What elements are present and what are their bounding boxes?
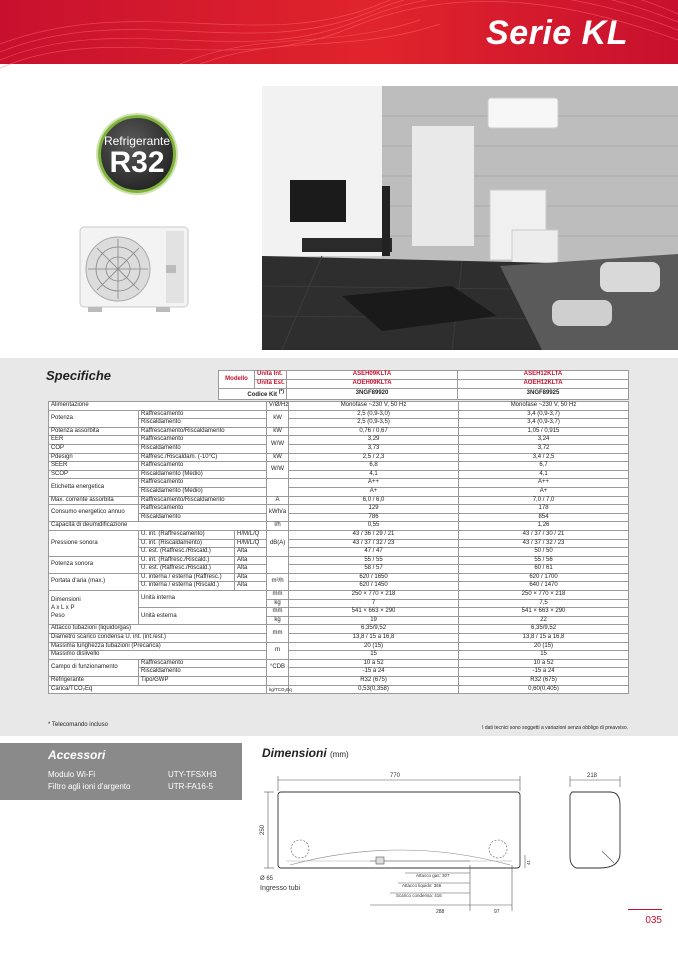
spec-value: 620 / 1700 <box>459 573 629 582</box>
spec-value: 6,35/9,52 <box>459 625 629 634</box>
table-row <box>49 427 629 436</box>
spec-value: 0,53(0,358) <box>289 685 459 694</box>
spec-unit: kW <box>267 427 289 436</box>
specs-table <box>48 401 629 694</box>
table-row <box>49 659 629 668</box>
accessory-code: UTR-FA16-5 <box>168 782 213 791</box>
spec-unit: m³/h <box>267 573 289 590</box>
spec-value: 20 (15) <box>459 642 629 651</box>
spec-value: 6,35/9,52 <box>289 625 459 634</box>
spec-value: 22 <box>459 616 629 625</box>
spec-value: 13,8 / 15 a 16,8 <box>289 634 459 643</box>
dim-label-3: Peso <box>51 612 65 619</box>
dim-ingresso-label: Ingresso tubi <box>260 885 301 892</box>
spec-sublabel: Raffrescamento <box>139 659 267 668</box>
spec-value: Monofase ~230 V, 50 Hz <box>289 402 459 411</box>
spec-unit: dB(A) <box>267 530 289 556</box>
spec-sublabel: U. interna / esterna (Raffresc.) <box>139 573 235 582</box>
badge-value: R32 <box>109 146 165 179</box>
spec-value: 3,4 / 2,5 <box>459 453 629 462</box>
spec-value: 15 <box>459 651 629 660</box>
spec-value: 58 / 57 <box>289 565 459 574</box>
spec-value: 541 × 663 × 290 <box>459 608 629 617</box>
dim-scarico-label: Scarico condensa: 416 <box>396 893 442 898</box>
table-row <box>49 470 629 479</box>
spec-unit-empty <box>267 556 289 573</box>
spec-value: 7,5 <box>459 599 629 608</box>
spec-value: -15 a 24 <box>289 668 459 677</box>
spec-label: Potenza <box>49 410 139 427</box>
spec-value: 7 <box>289 599 459 608</box>
spec-value: 2,5 (0,9-3,5) <box>289 419 459 428</box>
spec-sublabel: Tipo/GWP <box>139 677 267 686</box>
spec-value: 55 / 55 <box>289 556 459 565</box>
spec-value: 6,0 / 6,0 <box>289 496 459 505</box>
spec-unit: W/W <box>267 436 289 453</box>
spec-sublabel: Unità interna <box>139 591 267 608</box>
ext-unit-label: Unità Est. <box>255 379 287 388</box>
spec-value: 620 / 1650 <box>289 573 459 582</box>
spec-value: 43 / 37 / 32 / 23 <box>459 539 629 548</box>
spec-value: 541 × 663 × 290 <box>289 608 459 617</box>
spec-label: Alimentazione <box>49 402 267 411</box>
spec-value: 20 (15) <box>289 642 459 651</box>
dim-width-label: 770 <box>390 773 401 779</box>
spec-label: Pressione sonora <box>49 530 139 556</box>
spec-sublabel: U. int. (Riscaldamento) <box>139 539 235 548</box>
list-item <box>48 770 217 779</box>
spec-label: COP <box>49 444 139 453</box>
spec-unit-empty <box>267 479 289 496</box>
table-row <box>49 436 629 445</box>
spec-value: 129 <box>289 505 459 514</box>
dim-liquido-label: Attacco liquido: 366 <box>402 883 442 888</box>
spec-value: 55 / 56 <box>459 556 629 565</box>
spec-unit: mm <box>267 625 289 642</box>
kit-code-2: 3NGF89925 <box>458 388 629 400</box>
spec-value: 2,5 / 2,3 <box>289 453 459 462</box>
dim-label-2: A x L x P <box>51 604 75 611</box>
dimensions-unit: (mm) <box>330 750 349 759</box>
ext-model-2: AOEH12KLTA <box>458 379 629 388</box>
spec-value: 13,8 / 15 a 16,8 <box>459 634 629 643</box>
spec-label: Refrigerante <box>49 677 139 686</box>
spec-label: Diametro scarico condensa U. int. (int./est.) <box>49 634 267 643</box>
dimensions-title <box>262 746 349 760</box>
int-model-1: ASEH09KLTA <box>287 371 458 380</box>
spec-value: A++ <box>459 479 629 488</box>
table-row <box>49 410 629 419</box>
spec-mode: Alta <box>235 548 267 557</box>
spec-unit: kg <box>267 599 289 608</box>
spec-sublabel: U. est. (Raffresc./Riscald.) <box>139 548 235 557</box>
refrigerant-badge <box>98 115 176 193</box>
page-number: 035 <box>645 915 662 926</box>
spec-sublabel: U. int. (Raffrescamento) <box>139 530 235 539</box>
spec-sublabel: Raffrescamento <box>139 410 267 419</box>
dim-height-label: 250 <box>260 824 266 835</box>
spec-value: 178 <box>459 505 629 514</box>
table-row <box>49 530 629 539</box>
table-row <box>219 371 629 380</box>
spec-value: R32 (675) <box>289 677 459 686</box>
spec-value: Monofase ~230 V, 50 Hz <box>459 402 629 411</box>
spec-unit: mm <box>267 608 289 617</box>
spec-unit: kg/TCO₂Eq <box>267 685 289 694</box>
table-row <box>49 505 629 514</box>
spec-label: Capacità di deumidificazione <box>49 522 267 531</box>
spec-value: 15 <box>289 651 459 660</box>
spec-value: 3,73 <box>289 444 459 453</box>
table-row <box>49 625 629 634</box>
spec-mode: H/M/L/Q <box>235 539 267 548</box>
model-header-table <box>218 370 629 400</box>
spec-value: 6,7 <box>459 462 629 471</box>
int-model-2: ASEH12KLTA <box>458 371 629 380</box>
int-unit-label: Unità Int. <box>255 371 287 380</box>
spec-unit: kW <box>267 453 289 462</box>
spec-sublabel: Riscaldamento <box>139 419 267 428</box>
table-row <box>49 651 629 660</box>
spec-value: 3,29 <box>289 436 459 445</box>
spec-value: 3,72 <box>459 444 629 453</box>
spec-value: 250 × 770 × 218 <box>459 591 629 600</box>
spec-sublabel: U. int. (Raffresc./Riscald.) <box>139 556 235 565</box>
spec-label: SCOP <box>49 470 139 479</box>
spec-value: 620 / 1450 <box>289 582 459 591</box>
spec-unit: °CDB <box>267 659 289 676</box>
spec-value: 10 a 52 <box>289 659 459 668</box>
spec-sublabel: Raffrescamento <box>139 436 267 445</box>
table-row <box>49 402 629 411</box>
spec-unit: A <box>267 496 289 505</box>
spec-label: Massimo dislivello <box>49 651 267 660</box>
dimensions-drawing <box>250 765 670 915</box>
badge-label: Refrigerante <box>103 134 171 148</box>
table-row <box>49 642 629 651</box>
spec-sublabel: Riscaldamento <box>139 513 267 522</box>
spec-value: -15 a 24 <box>459 668 629 677</box>
spec-sublabel: Raffrescamento <box>139 505 267 514</box>
spec-value: 250 × 770 × 218 <box>289 591 459 600</box>
spec-value: A+ <box>289 487 459 496</box>
spec-unit: kWh/a <box>267 505 289 522</box>
room-photo <box>262 86 678 350</box>
spec-value: 3,4 (0,9-3,7) <box>459 410 629 419</box>
header-banner <box>0 0 678 64</box>
footnote-disclaimer: I dati tecnici sono soggetti a variazioni senza obbligo di preavviso. <box>482 725 628 731</box>
spec-value: 43 / 36 / 29 / 21 <box>289 530 459 539</box>
spec-label: Campo di funzionamento <box>49 659 139 676</box>
spec-label: Massima lunghezza tubazioni (Precarica) <box>49 642 267 651</box>
spec-value: 0,55 <box>289 522 459 531</box>
spec-sublabel: Raffrescamento/Riscaldamento <box>139 496 267 505</box>
table-row <box>49 685 629 694</box>
spec-value: 19 <box>289 616 459 625</box>
spec-label: Max. corrente assorbita <box>49 496 139 505</box>
table-row <box>49 462 629 471</box>
ext-model-1: AOEH09KLTA <box>287 379 458 388</box>
table-row <box>49 479 629 488</box>
table-row <box>49 556 629 565</box>
spec-value: 786 <box>289 513 459 522</box>
spec-value: A++ <box>289 479 459 488</box>
dim-288-label: 288 <box>436 909 445 915</box>
spec-value: 0,76 / 0,67 <box>289 427 459 436</box>
spec-label: Portata d'aria (max.) <box>49 573 139 590</box>
spec-value: 10 a 52 <box>459 659 629 668</box>
spec-sublabel: Raffrescamento <box>139 479 267 488</box>
spec-value: 4,1 <box>289 470 459 479</box>
spec-mode: Alta <box>235 573 267 582</box>
spec-value: 1,05 / 0,915 <box>459 427 629 436</box>
dim-d65-label: Ø 65 <box>260 876 274 882</box>
spec-unit: kg <box>267 616 289 625</box>
spec-value: 640 / 1470 <box>459 582 629 591</box>
table-row <box>49 453 629 462</box>
list-item <box>48 782 213 791</box>
spec-label: Pdesign <box>49 453 139 462</box>
spec-sublabel: Riscaldamento <box>139 444 267 453</box>
spec-value: 854 <box>459 513 629 522</box>
spec-label: Potenza sonora <box>49 556 139 573</box>
accessories-title: Accessori <box>48 748 106 762</box>
footnote-remote: * Telecomando incluso <box>48 722 108 728</box>
kit-code-text: Codice Kit <box>247 391 278 398</box>
spec-mode: Alta <box>235 556 267 565</box>
spec-value: 4,1 <box>459 470 629 479</box>
spec-unit: m <box>267 642 289 659</box>
spec-value: 6,8 <box>289 462 459 471</box>
spec-label: Carica/TCO₂Eq <box>49 685 267 694</box>
spec-value: 43 / 37 / 32 / 23 <box>289 539 459 548</box>
spec-sublabel: Raffrescamento/Riscaldamento <box>139 427 267 436</box>
spec-value: A+ <box>459 487 629 496</box>
spec-sublabel: Unità esterna <box>139 608 267 625</box>
spec-unit-empty <box>267 677 289 686</box>
kit-code-sup: (*) <box>278 388 284 395</box>
specs-panel <box>0 358 678 736</box>
dim-41-label: 41 <box>526 859 531 865</box>
spec-value: 7,0 / 7,0 <box>459 496 629 505</box>
table-row <box>49 677 629 686</box>
spec-value: 1,26 <box>459 522 629 531</box>
spec-mode: Alta <box>235 582 267 591</box>
spec-sublabel: U. est. (Raffresc./Riscald.) <box>139 565 235 574</box>
table-row <box>49 634 629 643</box>
specs-title: Specifiche <box>46 368 112 383</box>
accessories-panel <box>0 743 242 800</box>
spec-label: EER <box>49 436 139 445</box>
spec-unit: W/W <box>267 462 289 479</box>
dimensions-title-text: Dimensioni <box>262 746 327 760</box>
spec-value: 47 / 47 <box>289 548 459 557</box>
table-row <box>219 388 629 400</box>
spec-value: R32 (675) <box>459 677 629 686</box>
dim-97-label: 97 <box>494 909 500 915</box>
dim-gas-label: Attacco gas: 307 <box>416 873 450 878</box>
spec-label <box>49 591 139 625</box>
spec-sublabel: Riscaldamento <box>139 668 267 677</box>
spec-value: 2,5 (0,9-3,0) <box>289 410 459 419</box>
accessory-name: Modulo Wi-Fi <box>48 770 96 779</box>
table-row <box>219 379 629 388</box>
spec-mode: H/M/L/Q <box>235 530 267 539</box>
spec-value: 43 / 37 / 30 / 21 <box>459 530 629 539</box>
spec-value: 0,60(0,405) <box>459 685 629 694</box>
spec-unit: kW <box>267 410 289 427</box>
spec-label: Etichetta energetica <box>49 479 139 496</box>
spec-value: 60 / 61 <box>459 565 629 574</box>
dim-label-1: Dimensioni <box>51 596 81 603</box>
accessory-code: UTY-TFSXH3 <box>168 770 217 779</box>
table-row <box>49 522 629 531</box>
table-row <box>49 496 629 505</box>
model-label: Modello <box>219 371 255 389</box>
series-title: Serie KL <box>486 14 628 52</box>
spec-label: SEER <box>49 462 139 471</box>
spec-label: Consumo energetico annuo <box>49 505 139 522</box>
spec-value: 3,4 (0,9-3,7) <box>459 419 629 428</box>
outdoor-unit-image <box>78 225 190 313</box>
table-row <box>49 591 629 600</box>
spec-sublabel: Raffresc./Riscaldam. (-10°C) <box>139 453 267 462</box>
table-row <box>49 444 629 453</box>
spec-sublabel: Riscaldamento (Medio) <box>139 487 267 496</box>
page-number-rule <box>628 909 662 910</box>
spec-mode: Alta <box>235 565 267 574</box>
kit-code-1: 3NGF89920 <box>287 388 458 400</box>
kit-code-label <box>219 388 287 400</box>
spec-label: Potenza assorbita <box>49 427 139 436</box>
spec-sublabel: U. interna / esterna (Riscald.) <box>139 582 235 591</box>
spec-sublabel: Riscaldamento (Medio) <box>139 470 267 479</box>
accessory-name: Filtro agli ioni d'argento <box>48 782 131 791</box>
table-row <box>49 573 629 582</box>
spec-label: Attacco tubazioni (liquido/gas) <box>49 625 267 634</box>
spec-value: 50 / 50 <box>459 548 629 557</box>
spec-unit: mm <box>267 591 289 600</box>
spec-value: 3,24 <box>459 436 629 445</box>
spec-unit: l/h <box>267 522 289 531</box>
spec-unit: V/Ø/Hz <box>267 402 289 411</box>
dim-depth-label: 218 <box>587 773 598 779</box>
spec-sublabel: Raffrescamento <box>139 462 267 471</box>
